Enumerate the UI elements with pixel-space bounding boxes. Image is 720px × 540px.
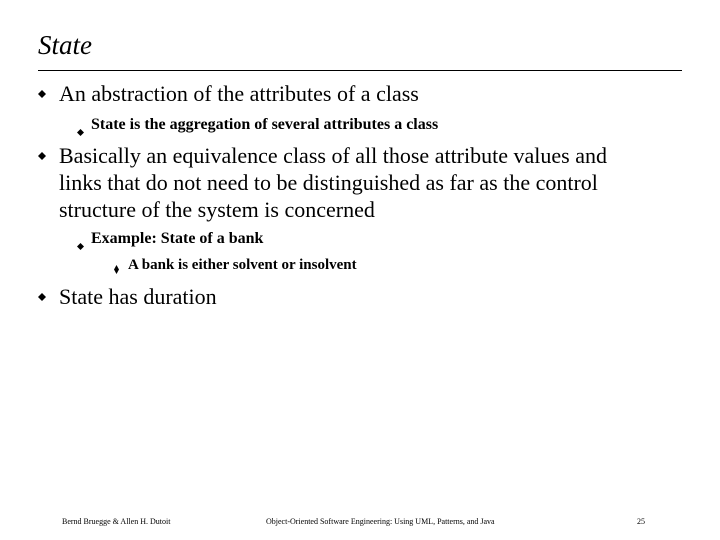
bullet-text-line: links that do not need to be distinguished as far as the control <box>59 170 598 195</box>
footer-page-number: 25 <box>637 517 645 526</box>
bullet-text: An abstraction of the attributes of a class <box>59 81 419 106</box>
bullet-text-line: structure of the system is concerned <box>59 197 375 222</box>
bullet-text: State has duration <box>59 284 217 309</box>
small-diamond-bullet-icon <box>77 122 84 142</box>
sub-bullet-text: Example: State of a bank <box>91 230 264 247</box>
narrow-diamond-bullet-icon <box>114 261 119 279</box>
diamond-bullet-icon <box>38 90 46 98</box>
title-rule <box>38 70 682 71</box>
footer-book-title: Object-Oriented Software Engineering: Using UML, Patterns, and Java <box>266 517 495 526</box>
sub-bullet-text: State is the aggregation of several attributes a class <box>91 116 439 133</box>
bullet-text-line: Basically an equivalence class of all those attribute values and <box>59 143 607 168</box>
sub-sub-bullet-text: A bank is either solvent or insolvent <box>128 257 357 273</box>
small-diamond-bullet-icon <box>77 236 84 256</box>
diamond-bullet-icon <box>38 152 46 160</box>
diamond-bullet-icon <box>38 293 46 301</box>
slide-title: State <box>38 30 92 60</box>
footer-authors: Bernd Bruegge & Allen H. Dutoit <box>62 517 171 526</box>
